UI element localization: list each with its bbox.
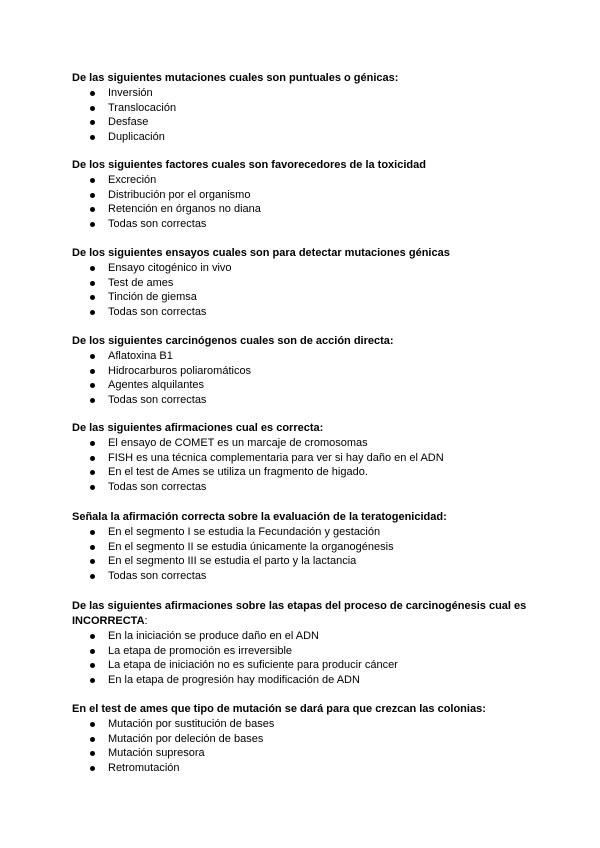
bullet-icon: [90, 634, 95, 639]
list-item: Duplicación: [72, 130, 532, 145]
question-title: De las siguientes mutaciones cuales son puntuales o génicas:: [72, 72, 399, 84]
option-list: [72, 525, 532, 584]
list-item: En la etapa de progresión hay modificación de ADN: [72, 673, 532, 688]
question-block: [72, 71, 532, 145]
option-list: [72, 629, 532, 688]
bullet-icon: [90, 722, 95, 727]
bullet-icon: [90, 383, 95, 388]
list-item: Agentes alquilantes: [72, 378, 532, 393]
list-item: Todas son correctas: [72, 217, 532, 232]
bullet-icon: [90, 649, 95, 654]
bullet-icon: [90, 470, 95, 475]
list-item: Aflatoxina B1: [72, 349, 532, 364]
list-item: Mutación por sustitución de bases: [72, 717, 532, 732]
list-item: Tinción de giemsa: [72, 290, 532, 305]
bullet-icon: [90, 310, 95, 315]
question-title: En el test de ames que tipo de mutación se dará para que crezcan las colonias:: [72, 703, 486, 715]
list-item: Retromutación: [72, 761, 532, 776]
bullet-icon: [90, 766, 95, 771]
list-item: La etapa de promoción es irreversible: [72, 644, 532, 659]
list-item: Todas son correctas: [72, 569, 532, 584]
question-title: De los siguientes factores cuales son favorecedores de la toxicidad: [72, 159, 426, 171]
option-list: [72, 173, 532, 232]
list-item: En el segmento II se estudia únicamente la organogénesis: [72, 540, 532, 555]
bullet-icon: [90, 295, 95, 300]
question-title: De las siguientes afirmaciones sobre las etapas del proceso de carcinogénesis cual es INCORRECTA:: [72, 600, 527, 627]
list-item: Test de ames: [72, 276, 532, 291]
question-block: [72, 158, 532, 232]
bullet-icon: [90, 207, 95, 212]
list-item: Desfase: [72, 115, 532, 130]
list-item: En la iniciación se produce daño en el ADN: [72, 629, 532, 644]
bullet-icon: [90, 398, 95, 403]
bullet-icon: [90, 135, 95, 140]
bullet-icon: [90, 354, 95, 359]
bullet-icon: [90, 193, 95, 198]
bullet-icon: [90, 751, 95, 756]
question-title: De las siguientes afirmaciones cual es correcta:: [72, 422, 324, 434]
list-item: En el test de Ames se utiliza un fragmento de higado.: [72, 465, 532, 480]
list-item: Retención en órganos no diana: [72, 202, 532, 217]
list-item: Hidrocarburos poliaromáticos: [72, 364, 532, 379]
bullet-icon: [90, 737, 95, 742]
option-list: [72, 717, 532, 776]
bullet-icon: [90, 106, 95, 111]
option-list: [72, 261, 532, 320]
bullet-icon: [90, 266, 95, 271]
question-block: [72, 702, 532, 776]
question-title: De los siguientes carcinógenos cuales son de acción directa:: [72, 335, 394, 347]
bullet-icon: [90, 678, 95, 683]
question-block: [72, 334, 532, 408]
bullet-icon: [90, 369, 95, 374]
list-item: Mutación por deleción de bases: [72, 732, 532, 747]
list-item: Todas son correctas: [72, 393, 532, 408]
option-list: [72, 436, 532, 495]
bullet-icon: [90, 559, 95, 564]
list-item: FISH es una técnica complementaria para ver si hay daño en el ADN: [72, 451, 532, 466]
list-item: Todas son correctas: [72, 305, 532, 320]
list-item: Translocación: [72, 101, 532, 116]
list-item: Excreción: [72, 173, 532, 188]
bullet-icon: [90, 222, 95, 227]
bullet-icon: [90, 663, 95, 668]
list-item: Distribución por el organismo: [72, 188, 532, 203]
bullet-icon: [90, 441, 95, 446]
list-item: Inversión: [72, 86, 532, 101]
question-title: De los siguientes ensayos cuales son para detectar mutaciones génicas: [72, 247, 450, 259]
list-item: En el segmento I se estudia la Fecundación y gestación: [72, 525, 532, 540]
bullet-icon: [90, 281, 95, 286]
question-block: [72, 510, 532, 584]
bullet-icon: [90, 178, 95, 183]
list-item: En el segmento III se estudia el parto y la lactancia: [72, 554, 532, 569]
option-list: [72, 86, 532, 145]
list-item: Todas son correctas: [72, 480, 532, 495]
list-item: Mutación supresora: [72, 746, 532, 761]
bullet-icon: [90, 91, 95, 96]
question-title: Señala la afirmación correcta sobre la evaluación de la teratogenicidad:: [72, 511, 447, 523]
bullet-icon: [90, 530, 95, 535]
bullet-icon: [90, 456, 95, 461]
question-block: [72, 421, 532, 495]
list-item: El ensayo de COMET es un marcaje de cromosomas: [72, 436, 532, 451]
question-block: [72, 599, 532, 688]
option-list: [72, 349, 532, 408]
list-item: La etapa de iniciación no es suficiente para producir cáncer: [72, 658, 532, 673]
bullet-icon: [90, 574, 95, 579]
bullet-icon: [90, 545, 95, 550]
question-block: [72, 246, 532, 320]
list-item: Ensayo citogénico in vivo: [72, 261, 532, 276]
bullet-icon: [90, 485, 95, 490]
bullet-icon: [90, 120, 95, 125]
